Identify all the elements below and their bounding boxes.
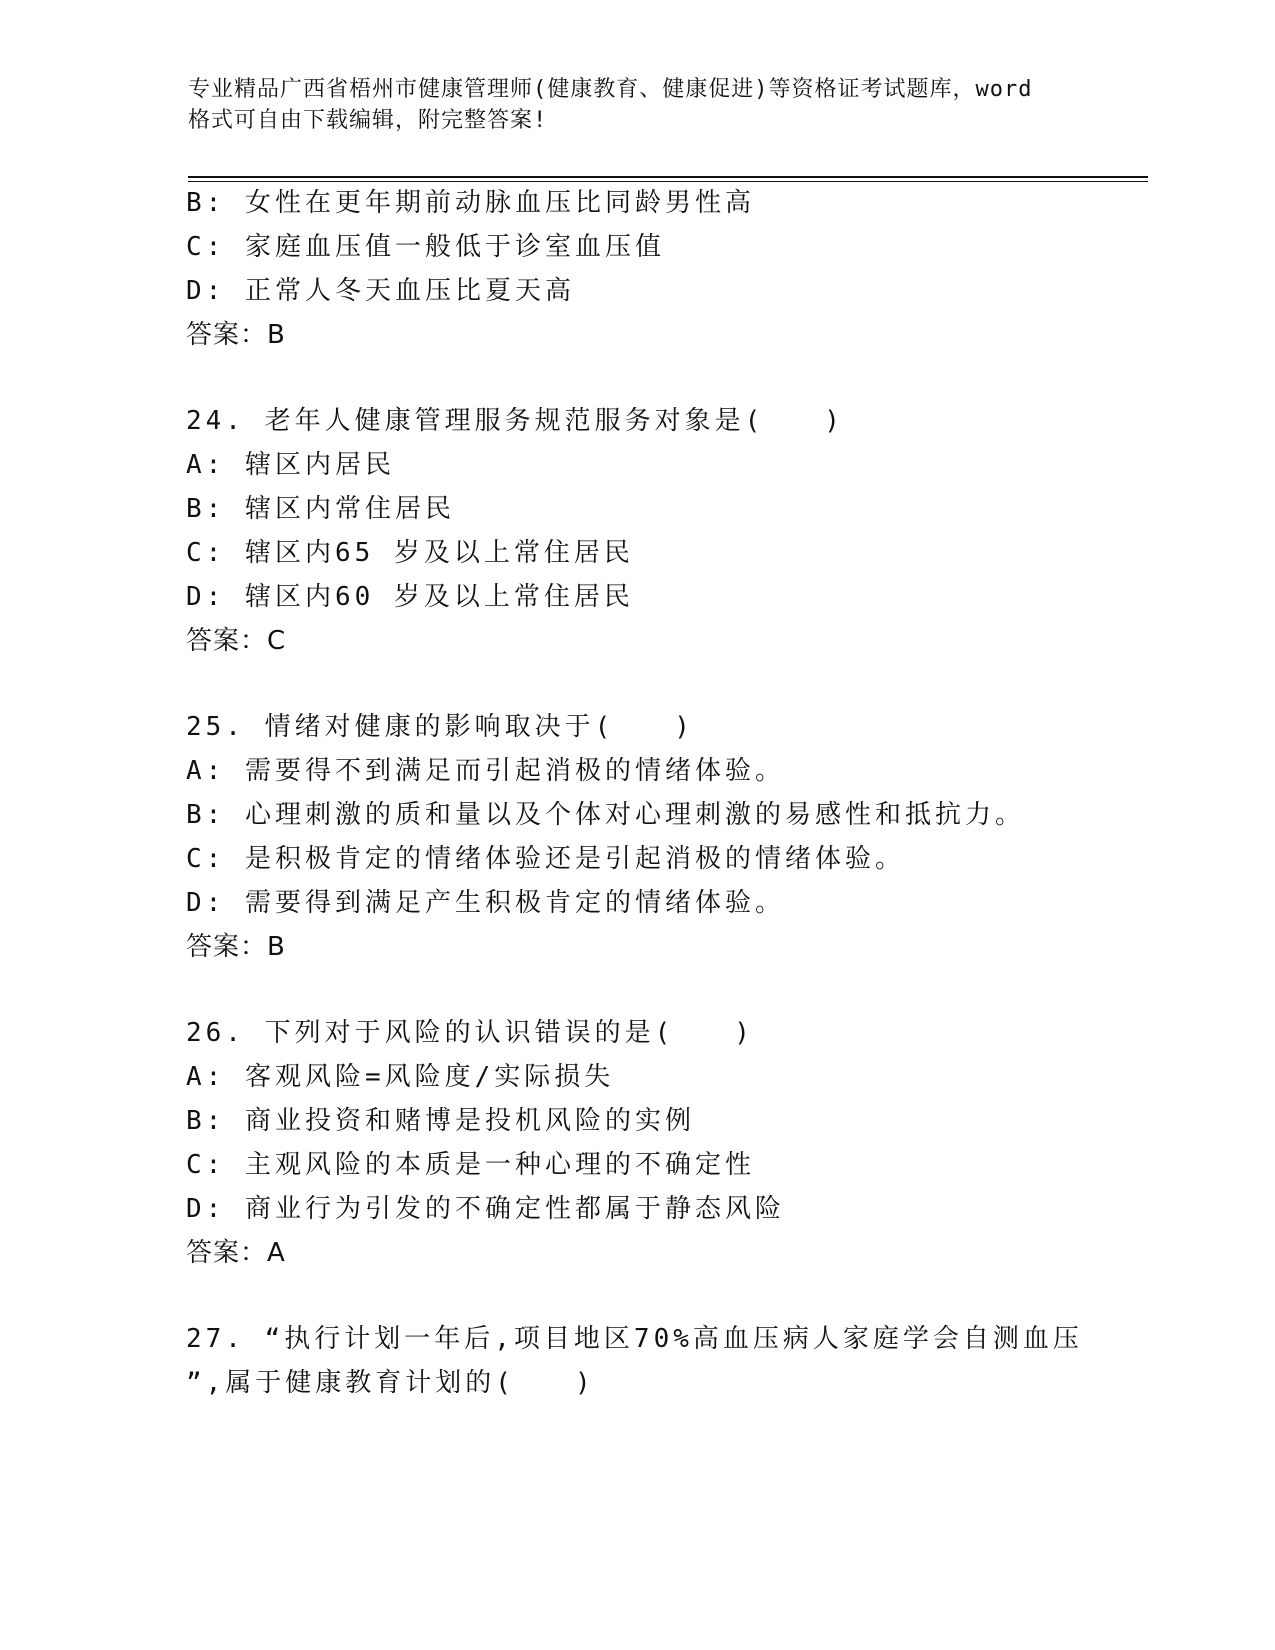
q26-option-b: B: 商业投资和赌博是投机风险的实例 bbox=[186, 1106, 695, 1136]
q24-option-c: C: 辖区内65 岁及以上常住居民 bbox=[186, 538, 634, 568]
header-divider-thin bbox=[188, 181, 1148, 182]
q23-answer: 答案：B bbox=[186, 320, 286, 350]
q24-option-a: A: 辖区内居民 bbox=[186, 450, 395, 480]
q26-option-a: A: 客观风险=风险度/实际损失 bbox=[186, 1062, 615, 1092]
header-line-1: 专业精品广西省梧州市健康管理师(健康教育、健康促进)等资格证考试题库，word bbox=[188, 77, 1033, 102]
q26-question: 26. 下列对于风险的认识错误的是( ) bbox=[186, 1018, 754, 1048]
q26-answer: 答案：A bbox=[186, 1238, 286, 1268]
q25-option-c: C: 是积极肯定的情绪体验还是引起消极的情绪体验。 bbox=[186, 844, 905, 874]
q25-option-b: B: 心理刺激的质和量以及个体对心理刺激的易感性和抵抗力。 bbox=[186, 800, 1025, 830]
page-header bbox=[188, 74, 1088, 136]
q24-option-b: B: 辖区内常住居民 bbox=[186, 494, 455, 524]
q25-option-a: A: 需要得不到满足而引起消极的情绪体验。 bbox=[186, 756, 785, 786]
q25-answer: 答案：B bbox=[186, 932, 286, 962]
q26-option-c: C: 主观风险的本质是一种心理的不确定性 bbox=[186, 1150, 755, 1180]
q23-option-d: D: 正常人冬天血压比夏天高 bbox=[186, 276, 575, 306]
q24-answer: 答案：C bbox=[186, 626, 287, 656]
q23-option-c: C: 家庭血压值一般低于诊室血压值 bbox=[186, 232, 665, 262]
q25-option-d: D: 需要得到满足产生积极肯定的情绪体验。 bbox=[186, 888, 785, 918]
header-line-2: 格式可自由下载编辑，附完整答案! bbox=[188, 108, 548, 133]
q27-question-line-2: ”,属于健康教育计划的( ) bbox=[186, 1368, 595, 1398]
q24-question: 24. 老年人健康管理服务规范服务对象是( ) bbox=[186, 406, 844, 436]
q24-option-d: D: 辖区内60 岁及以上常住居民 bbox=[186, 582, 634, 612]
header-divider-thick bbox=[188, 176, 1148, 178]
q25-question: 25. 情绪对健康的影响取决于( ) bbox=[186, 712, 694, 742]
q27-question-line-1: 27. “执行计划一年后,项目地区70%高血压病人家庭学会自测血压 bbox=[186, 1324, 1083, 1354]
q23-option-b: B: 女性在更年期前动脉血压比同龄男性高 bbox=[186, 188, 755, 218]
q26-option-d: D: 商业行为引发的不确定性都属于静态风险 bbox=[186, 1194, 785, 1224]
